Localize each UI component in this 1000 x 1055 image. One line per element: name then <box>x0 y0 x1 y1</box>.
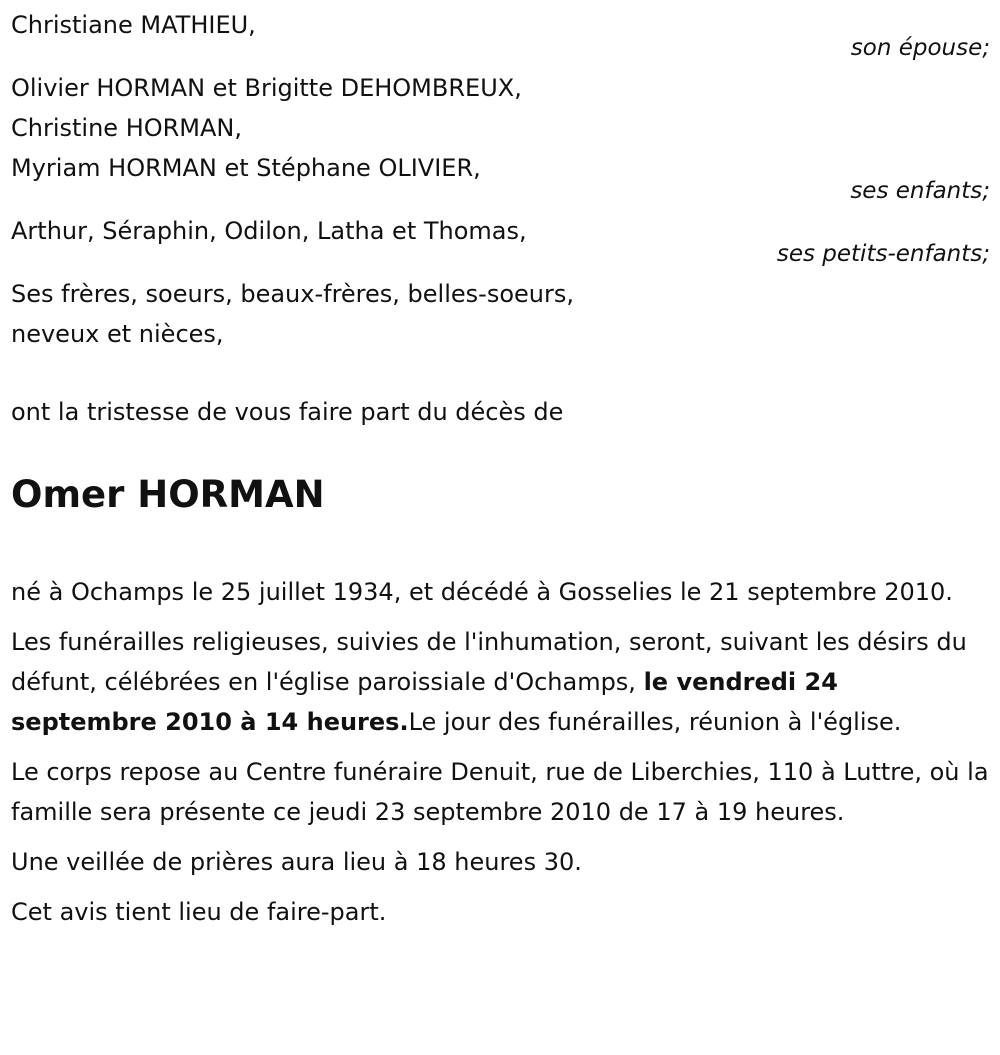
family-group-siblings <box>11 274 990 354</box>
relation-label: son épouse; <box>850 35 990 61</box>
family-group-grandchildren <box>11 211 990 267</box>
vigil-paragraph: Une veillée de prières aura lieu à 18 heures 30. <box>11 848 582 876</box>
funeral-paragraph <box>11 622 990 742</box>
deceased-name: Omer HORMAN <box>11 473 325 516</box>
family-name-line: neveux et nièces, <box>11 320 224 348</box>
announcement-text: ont la tristesse de vous faire part du décès de <box>11 398 564 426</box>
relation-label: ses petits-enfants; <box>776 241 990 267</box>
funeral-text-before: Les funérailles religieuses, suivies de l'inhumation, seront, suivant les désirs du défunt, célébrées en l'église paroissiale d'Ochamps, <box>11 628 967 696</box>
funeral-text-after: Le jour des funérailles, réunion à l'église. <box>408 708 902 736</box>
family-name-line: Christiane MATHIEU, <box>11 11 256 39</box>
family-name-line: Olivier HORMAN et Brigitte DEHOMBREUX, <box>11 74 522 102</box>
family-group-spouse <box>11 5 990 61</box>
family-group-children <box>11 68 990 204</box>
spacer <box>11 354 990 392</box>
birth-death-paragraph: né à Ochamps le 25 juillet 1934, et décédé à Gosselies le 21 septembre 2010. <box>11 578 953 606</box>
family-name-line: Arthur, Séraphin, Odilon, Latha et Thomas, <box>11 217 527 245</box>
body-rests-paragraph: Le corps repose au Centre funéraire Denuit, rue de Liberchies, 110 à Luttre, où la famille sera présente ce jeudi 23 septembre 2010 de 17 à 19 heures. <box>11 758 989 826</box>
funeral-date-time: le vendredi 24 septembre 2010 à 14 heures. <box>11 668 838 736</box>
family-name-line: Myriam HORMAN et Stéphane OLIVIER, <box>11 154 481 182</box>
notice-paragraph: Cet avis tient lieu de faire-part. <box>11 898 387 926</box>
family-name-line: Ses frères, soeurs, beaux-frères, belles-soeurs, <box>11 280 574 308</box>
relation-label: ses enfants; <box>850 178 990 204</box>
family-name-line: Christine HORMAN, <box>11 114 243 142</box>
